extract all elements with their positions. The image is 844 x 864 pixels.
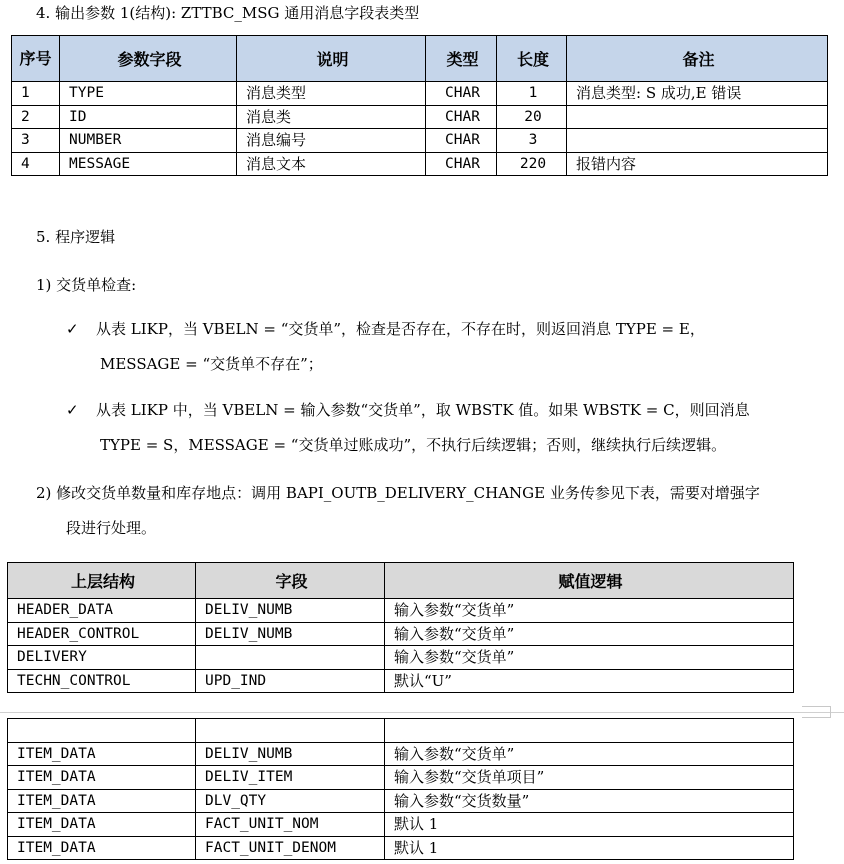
cell-field: DELIV_NUMB [196,599,385,623]
bullet-2-line-1: 从表 LIKP 中，当 VBELN = 输入参数“交货单”，取 WBSTK 值。如果 WBSTK = C，则回消息 [96,401,750,419]
table-row [8,669,794,693]
cell-type: CHAR [426,129,497,153]
cell-type: CHAR [426,152,497,176]
cell-field: DELIV_ITEM [196,766,385,790]
cell-structure: ITEM_DATA [8,789,196,813]
output-params-table [11,35,828,176]
cell-structure: TECHN_CONTROL [8,669,196,693]
section-4-heading: 4. 输出参数 1(结构): ZTTBC_MSG 通用消息字段表类型 [36,4,420,22]
cell-field: MESSAGE [60,152,237,176]
cell-field: NUMBER [60,129,237,153]
cell-desc: 消息文本 [237,152,426,176]
step-1-heading: 1) 交货单检查: [36,276,137,294]
cell-logic: 输入参数“交货数量” [385,789,794,813]
col-header-assign-logic: 赋值逻辑 [385,563,794,599]
cell-field: FACT_UNIT_DENOM [196,836,385,860]
col-header-field: 字段 [196,563,385,599]
col-header-remark: 备注 [567,36,828,82]
cell-logic: 输入参数“交货单” [385,599,794,623]
table-row [8,599,794,623]
cell-length: 220 [497,152,567,176]
table-row [8,766,794,790]
bullet-1-line-2: MESSAGE = “交货单不存在”； [100,355,323,373]
cell-logic: 输入参数“交货单项目” [385,766,794,790]
step-2-line-2: 段进行处理。 [66,519,157,537]
bullet-2-line-2: TYPE = S，MESSAGE = “交货单过账成功”，不执行后续逻辑；否则，继续执行后续逻辑。 [100,436,727,454]
page-break-marker [802,706,831,718]
cell-structure: ITEM_DATA [8,766,196,790]
col-header-parent-structure: 上层结构 [8,563,196,599]
cell-length: 20 [497,105,567,129]
col-header-type: 类型 [426,36,497,82]
cell-structure: HEADER_DATA [8,599,196,623]
cell-field: DLV_QTY [196,789,385,813]
cell-structure: ITEM_DATA [8,836,196,860]
cell-field: FACT_UNIT_NOM [196,813,385,837]
section-5-heading: 5. 程序逻辑 [36,228,116,246]
cell-logic: 输入参数“交货单” [385,646,794,670]
table-row [12,129,828,153]
step-2-line-1: 2) 修改交货单数量和库存地点：调用 BAPI_OUTB_DELIVERY_CHANGE 业务传参见下表，需要对增强字 [36,484,760,502]
cell-structure: ITEM_DATA [8,742,196,766]
table-row [12,105,828,129]
cell-logic: 默认“U” [385,669,794,693]
page-break-line [0,712,844,713]
table-row [8,622,794,646]
cell-structure: ITEM_DATA [8,813,196,837]
table-row [8,646,794,670]
cell-field: DELIV_NUMB [196,622,385,646]
cell-desc: 消息类 [237,105,426,129]
cell-length: 3 [497,129,567,153]
checkmark-icon: ✓ [66,320,79,338]
table-header-row [12,36,828,82]
cell-seq: 3 [12,129,60,153]
cell-logic: 输入参数“交货单” [385,622,794,646]
cell-field [196,646,385,670]
table-row [12,152,828,176]
cell-remark [567,105,828,129]
table-row [8,789,794,813]
col-header-length: 长度 [497,36,567,82]
cell-length: 1 [497,82,567,106]
cell-remark: 报错内容 [567,152,828,176]
table-row [8,836,794,860]
cell-seq: 2 [12,105,60,129]
step-2-paragraph [36,476,760,546]
bapi-item-table [7,718,794,860]
col-header-field: 参数字段 [60,36,237,82]
cell-logic [385,719,794,743]
table-header-row [8,563,794,599]
cell-field: ID [60,105,237,129]
cell-logic: 默认 1 [385,813,794,837]
cell-logic: 输入参数“交货单” [385,742,794,766]
cell-desc: 消息类型 [237,82,426,106]
cell-desc: 消息编号 [237,129,426,153]
cell-type: CHAR [426,105,497,129]
cell-structure: HEADER_CONTROL [8,622,196,646]
checkmark-icon: ✓ [66,401,79,419]
bullet-2 [66,393,750,463]
cell-seq: 4 [12,152,60,176]
col-header-desc: 说明 [237,36,426,82]
cell-logic: 默认 1 [385,836,794,860]
cell-field: TYPE [60,82,237,106]
bapi-header-table [7,562,794,693]
bullet-1-line-1: 从表 LIKP，当 VBELN = “交货单”，检查是否存在，不存在时，则返回消息 TYPE = E， [96,320,705,338]
cell-structure: DELIVERY [8,646,196,670]
cell-structure [8,719,196,743]
table-row [8,742,794,766]
col-header-seq: 序号 [12,36,60,82]
bullet-1 [66,312,705,382]
cell-seq: 1 [12,82,60,106]
cell-type: CHAR [426,82,497,106]
cell-field [196,719,385,743]
cell-remark: 消息类型: S 成功,E 错误 [567,82,828,106]
table-row [8,813,794,837]
table-row [12,82,828,106]
cell-remark [567,129,828,153]
cell-field: DELIV_NUMB [196,742,385,766]
table-row [8,719,794,743]
cell-field: UPD_IND [196,669,385,693]
